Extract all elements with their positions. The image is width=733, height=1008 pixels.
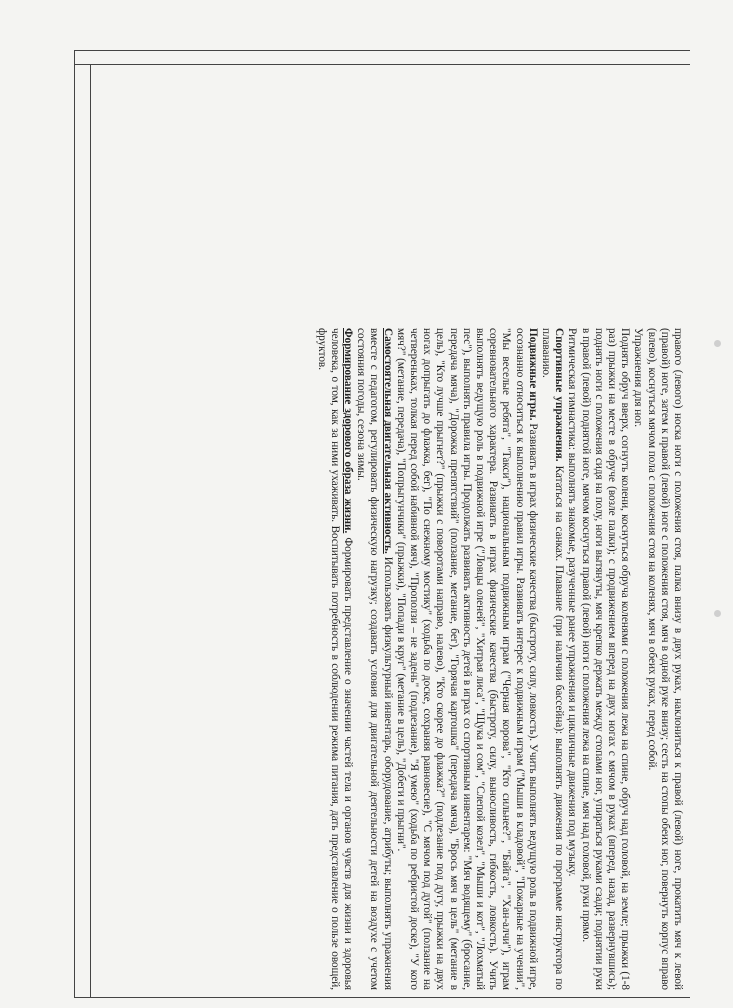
paragraph: Ритмическая гимнастика: выполнять знакомые, разученные ранее упражнения и цикличные движения под музыку.: [566, 328, 579, 877]
paragraph: Поднять обруч вверх, согнуть колени, коснуться обруча коленями с положения лежа на спине, обруч над головой, на земле; прыжки (1-8 раз) прыжки на месте в обруче (возле палки); с продвижением вперед на двух ногах с мячом в руках (вперед, назад, развернувшись); поднять ноги с положения сидя на полу, ноги вытянуты, мяч крепко держать между стопами ног, упираться руками сзади; поднятии руки в правой (левой) поднятой ноге, мячом коснуться правой (левой) ноги с положения лежа на спине, мяч над головой, руки прямо.: [579, 328, 632, 990]
paragraph-health: Формирование здорового образа жизни. Формировать представление о значении частей тела и органов чувств для жизни и здоровья человека, о том, как за ними ухаживать. Воспитывать потребность в соблюдении режима питания, дать представление о пользе овощей, фруктов.: [315, 328, 354, 990]
table-cell: [90, 320, 690, 998]
paragraph-sport: Спортивные упражнения. Кататься на санках. Плавание (при наличии бассейна): выполнять движения по программе инструктора по плаванию.: [539, 328, 566, 990]
punch-hole-mark: [714, 340, 721, 347]
paragraph-games: Подвижные игры. Развивать в играх физические качества (быстроту, силу, ловкость). Учить выполнять ведущую роль в подвижной игре, осознанно относиться к выполнению правил игры. Развивать интерес к подвижным играм ("Мыши в кладовой", "Пожарные на учении", "Мы веселые ребята", "Такси"), национальным подвижным играм ("Черная корова", "Кто сильнее?", "Байга", "Хан-алчи"), играм соревновательного характера. Развивать в играх физические качества (быстроту, силу, выносливость, гибкость, ловкость). Учить выполнять ведущую роль в подвижной игре ("Ловцы оленей", "Хитрая лиса", "Щука и сом", "Слепой козел", "Мыши и кот", "Лохматый пес"), выполнять правила игры. Продолжать развивать активность детей в играх со спортивным инвентарем: "Мяч водящему" (бросание, передача мяча), "Дорожка препятствий" (ползание, метание, бег), "Горячая картошка" (передача мяча), "Брось мяч в цель" (метание в цель), "Кто лучше прыгнет?" (прыжки с поворотами направо, налево), "Кто скорее до флажка?" (подлезание под дугу, прыжки на двух ногах допрыгать до флажка, бег), "По снежному мостику" (ходьба по доске, сохраняя равновесие), "С мячом под дугой" (ползание на четвереньках, толкая перед собой набивной мяч), "Проползи – не задень" (подлезание), "Я умею" (ходьба по ребристой доске), "У кого мяч?" (метание, передача), "Попрыгунчики" (прыжки), "Попади в круг" (метание в цель), "Добеги и прыгни".: [394, 328, 539, 990]
paragraph: правого (левого) носка ноги с положения стоя, палка внизу в двух руках, наклониться к правой (левой) ноге, прокатить мяч к левой (правой) ноге, затем к правой (левой) ноге с положения стоя, мяч в одной руке внизу; сесть на стопы обеих ног, повернуть корпус вправо (влево), коснуться мячом пола с положения стоя на коленях, мяч в обеих руках, перед собой.: [645, 328, 684, 990]
section-heading: Подвижные игры.: [526, 328, 539, 421]
punch-hole-mark: [714, 610, 721, 617]
paragraph: Упражнения для ног.: [632, 328, 645, 428]
rotated-text-block: [90, 320, 690, 998]
table-divider-horizontal: [74, 64, 690, 65]
section-heading: Формирование здорового образа жизни.: [341, 328, 354, 534]
section-heading: Спортивные упражнения.: [553, 328, 566, 462]
section-heading: Самостоятельная двигательная активность.: [381, 328, 394, 554]
paragraph-activity: Самостоятельная двигательная активность. Использовать физкультурный инвентарь, оборудование, атрибуты; выполнять упражнения вместе с педагогом, регулировать физическую нагрузку; создавать условия для двигательной деятельности детей на воздухе с учетом состояния погоды, сезона зимы.: [355, 328, 394, 991]
